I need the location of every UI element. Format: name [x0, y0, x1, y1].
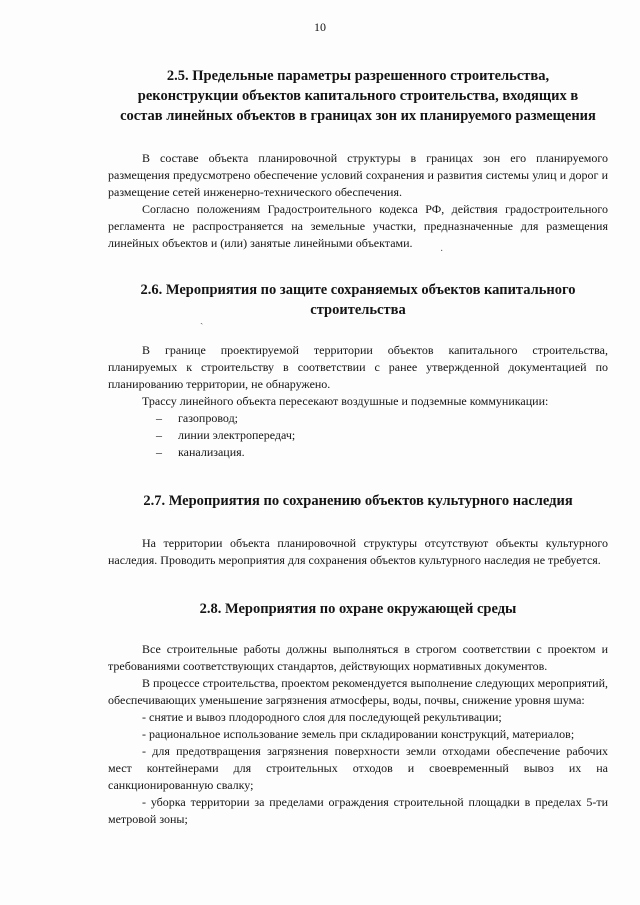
section-2-7 [108, 491, 608, 569]
section-2-7-heading [108, 491, 608, 511]
document-body [108, 66, 608, 828]
section-2-5 [108, 66, 608, 252]
section-2-8 [108, 599, 608, 828]
measure-item: - снятие и вывоз плодородного слоя для последующей рекультивации; [142, 710, 502, 724]
paragraph: В границе проектируемой территории объектов капитального строительства, планируемых к строительству в соответствии с ранее утвержденной документацией по планированию территории, не обнаружено. [108, 343, 608, 391]
heading-line: 2.5. Предельные параметры разрешенного строительства, [166, 68, 550, 84]
section-2-8-heading [108, 599, 608, 619]
measure-item: - рациональное использование земель при складировании конструкций, материалов; [142, 727, 575, 741]
section-2-5-heading [108, 66, 608, 126]
measure-item: - уборка территории за пределами ограждения строительной площадки в пределах 5-ти метровой зоны; [108, 795, 608, 826]
heading-line: 2.8. Мероприятия по охране окружающей среды [199, 601, 517, 617]
page-number: 10 [314, 20, 326, 34]
heading-line: 2.7. Мероприятия по сохранению объектов культурного наследия [143, 493, 573, 509]
paragraph: В процессе строительства, проектом рекомендуется выполнение следующих мероприятий, обеспечивающих уменьшение загрязнения атмосферы, воды, почвы, снижение уровня шума: [108, 676, 608, 707]
section-2-6-heading [108, 280, 608, 320]
heading-line: 2.6. Мероприятия по защите сохраняемых объектов капитального [140, 282, 576, 298]
section-2-6 [108, 280, 608, 461]
heading-line: состав линейных объектов в границах зон их планируемого размещения [120, 108, 596, 124]
scan-artifact-dot: · [440, 246, 444, 257]
scan-artifact-mark: ˎ [200, 314, 204, 325]
paragraph: На территории объекта планировочной структуры отсутствуют объекты культурного наследия. Проводить мероприятия для сохранения объектов культурного наследия не требуется. [108, 536, 608, 567]
list-item: – канализация. [156, 444, 608, 461]
paragraph: Трассу линейного объекта пересекают воздушные и подземные коммуникации: [142, 394, 549, 408]
paragraph: Согласно положениям Градостроительного кодекса РФ, действия градостроительного регламента не распространяется на земельные участки, предназначенные для размещения линейных объектов и (или) занятые линейными объектами. [108, 202, 608, 250]
list-item: – линии электропередач; [156, 427, 608, 444]
heading-line: реконструкции объектов капитального строительства, входящих в [137, 88, 579, 104]
list-item: – газопровод; [156, 410, 608, 427]
heading-line: строительства [310, 302, 406, 318]
paragraph: Все строительные работы должны выполняться в строгом соответствии с проектом и требованиями соответствующих стандартов, действующих нормативных документов. [108, 642, 608, 673]
measure-item: - для предотвращения загрязнения поверхности земли отходами обеспечение рабочих мест контейнерами для строительных отходов и своевременный вывоз их на санкционированную свалку; [108, 744, 608, 792]
paragraph: В составе объекта планировочной структуры в границах зон его планируемого размещения предусмотрено обеспечение условий сохранения и развития системы улиц и дорог и размещение сетей инженерно-технического обеспечения. [108, 151, 608, 199]
communications-list [108, 410, 608, 461]
